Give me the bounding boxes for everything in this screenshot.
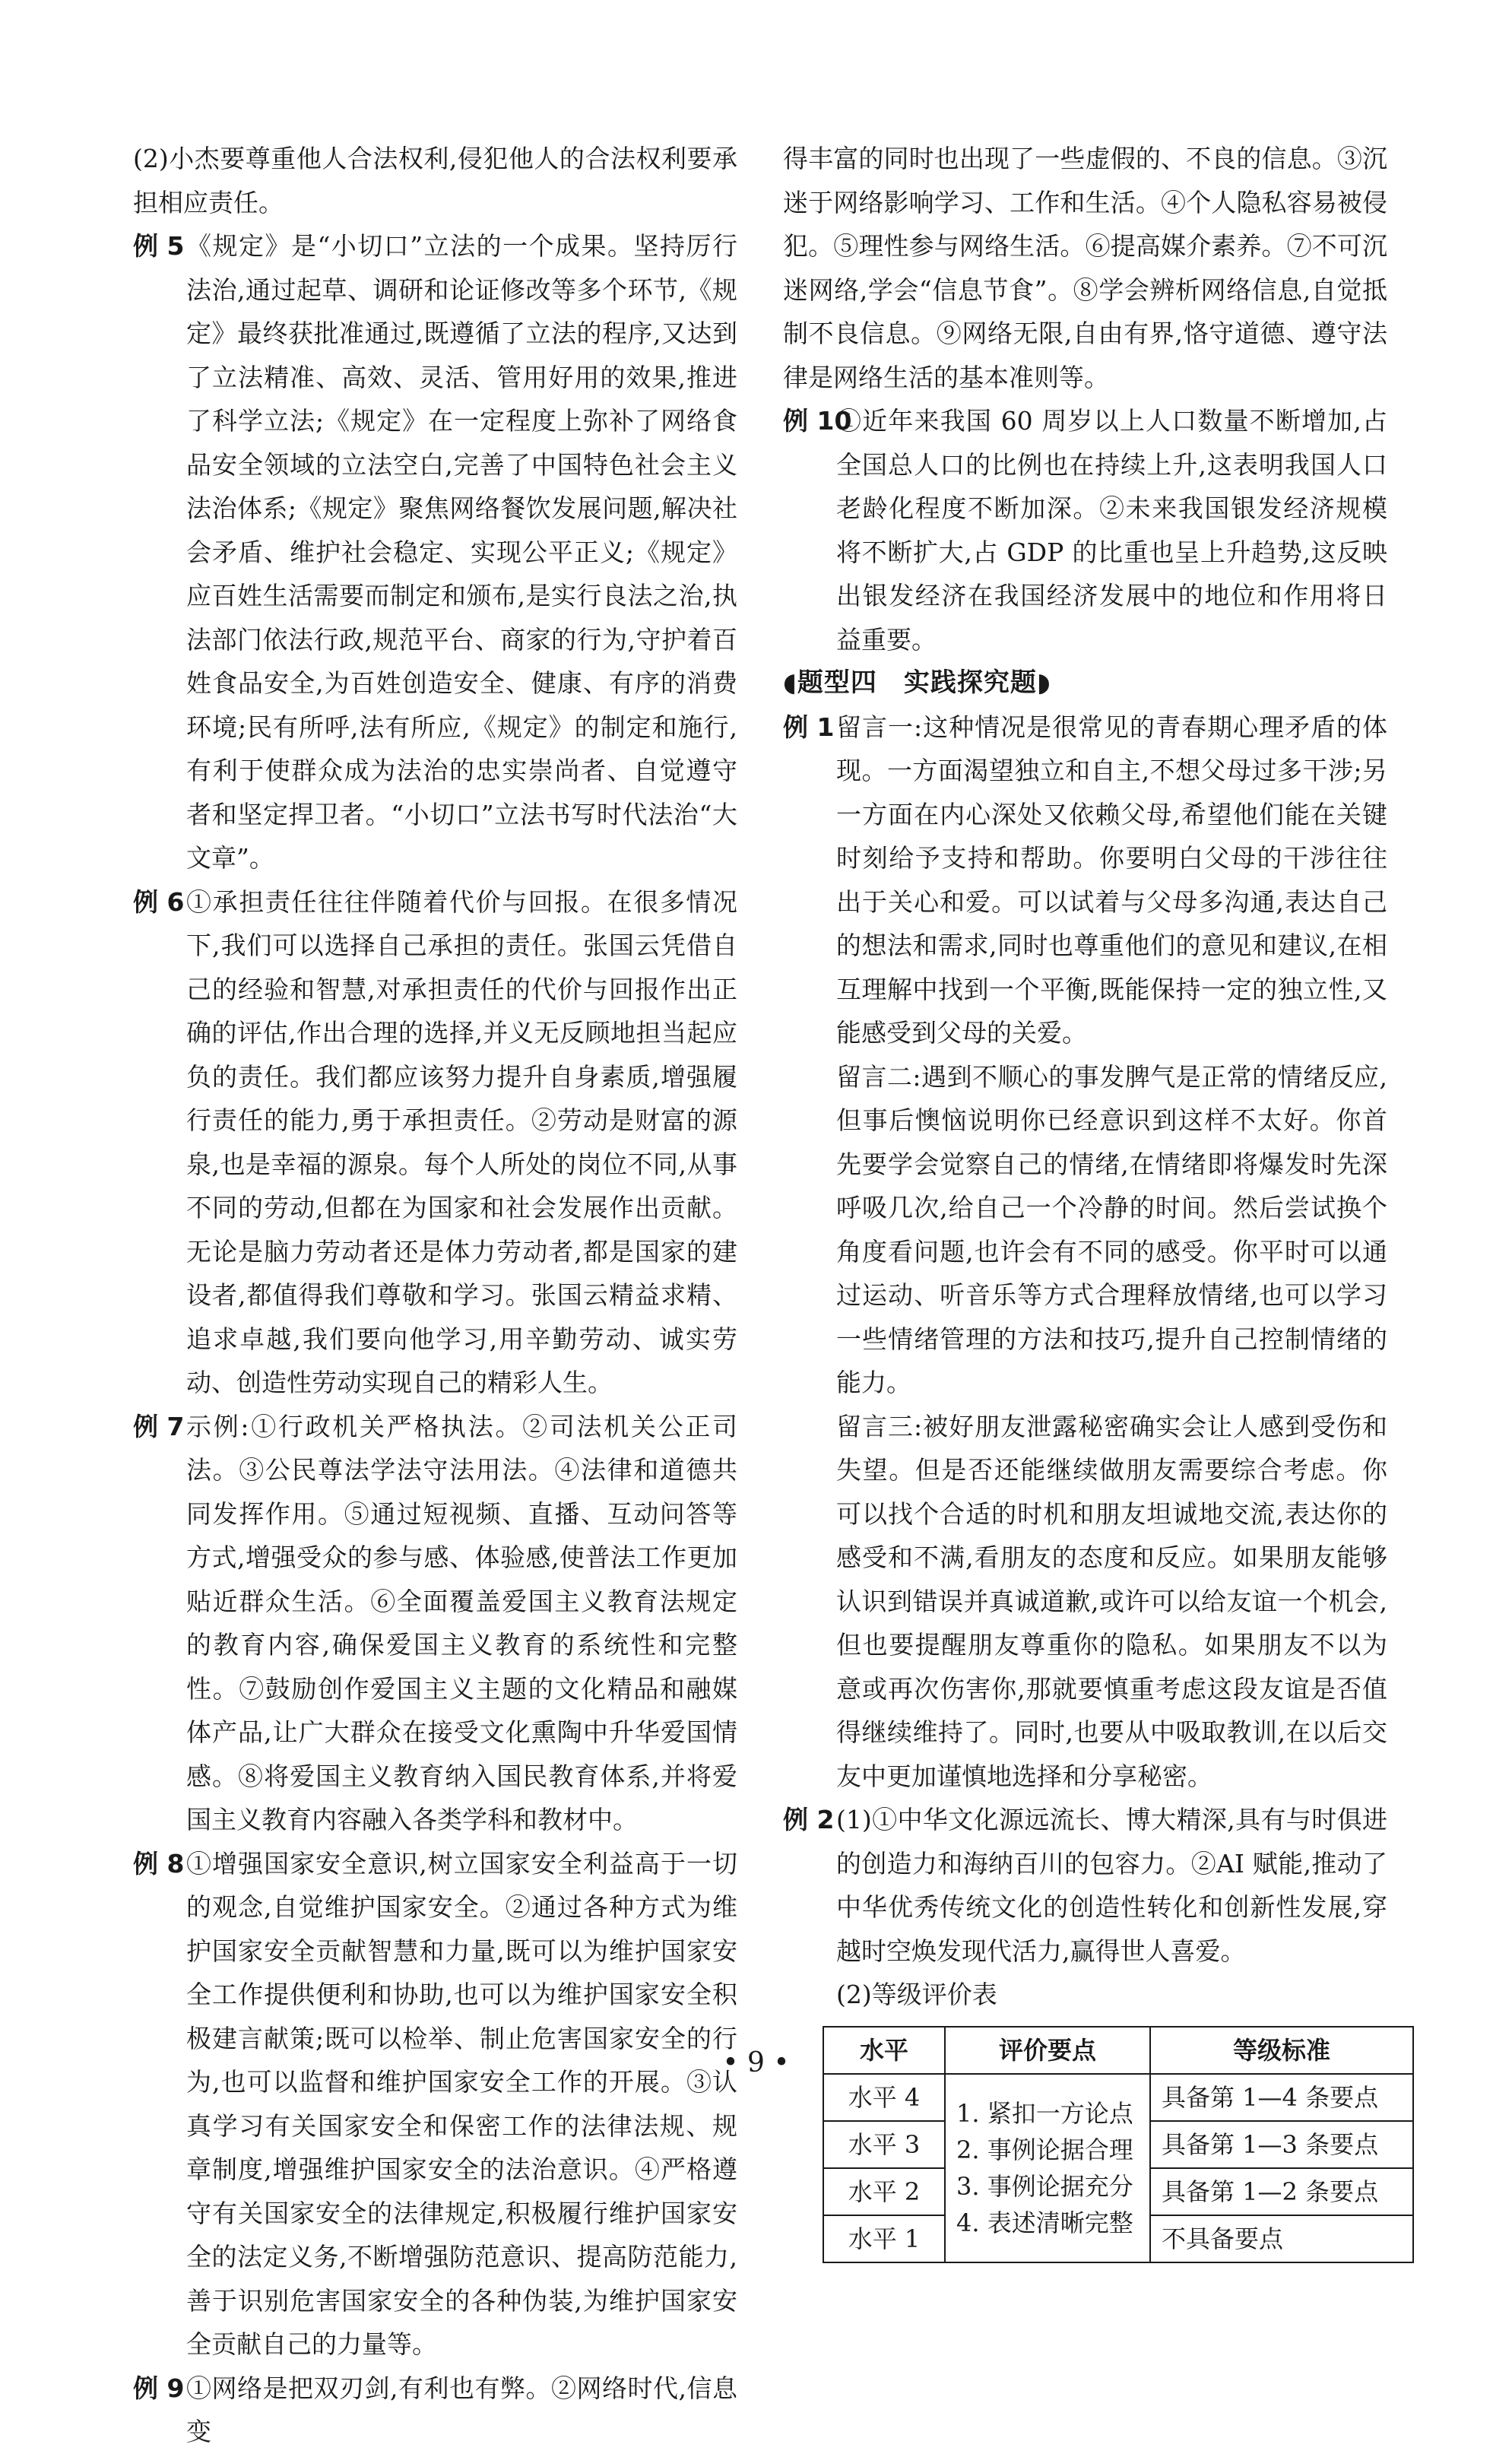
- message-three: 留言三:被好朋友泄露秘密确实会让人感到受伤和失望。但是否还能继续做朋友需要综合考虑。你可以找个合适的时机和朋友坦诚地交流,表达你的感受和不满,看朋友的态度和反应。如果朋友能够认识到错误并真诚道歉,或许可以给友谊一个机会,但也要提醒朋友尊重你的隐私。如果朋友不以为意或再次伤害你,那就要慎重考虑这段友谊是否值得继续维持了。同时,也要从中吸取教训,在以后交友中更加谨慎地选择和分享秘密。: [836, 1411, 1387, 1791]
- standard-cell: 具备第 1—4 条要点: [1150, 2074, 1413, 2121]
- level-cell: 水平 4: [823, 2074, 945, 2121]
- standard-cell: 不具备要点: [1150, 2215, 1413, 2262]
- example-5: [133, 224, 737, 880]
- right-column: [783, 137, 1387, 2263]
- level-cell: 水平 2: [823, 2168, 945, 2215]
- standard-cell: 具备第 1—3 条要点: [1150, 2121, 1413, 2168]
- example-10: [783, 399, 1387, 661]
- level-cell: 水平 1: [823, 2215, 945, 2262]
- example-text: ①近年来我国 60 周岁以上人口数量不断增加,占全国总人口的比例也在持续上升,这表明我国人口老龄化程度不断加深。②未来我国银发经济规模将不断扩大,占 GDP 的比重也呈上升趋势,这反映出银发经济在我国经济发展中的地位和作用将日益重要。: [836, 406, 1387, 655]
- example-text: 留言一:这种情况是很常见的青春期心理矛盾的体现。一方面渴望独立和自主,不想父母过多干涉;另一方面在内心深处又依赖父母,希望他们能在关键时刻给予支持和帮助。你要明白父母的干涉往往出于关心和爱。可以试着与父母多沟通,表达自己的想法和需求,同时也尊重他们的意见和建议,在相互理解中找到一个平衡,既能保持一定的独立性,又能感受到父母的关爱。: [836, 712, 1387, 1048]
- example-label: 例 2: [783, 1805, 835, 1834]
- table-header: 等级标准: [1150, 2027, 1413, 2074]
- example-label: 例 10: [783, 406, 852, 436]
- level-cell: 水平 3: [823, 2121, 945, 2168]
- example-label: 例 9: [133, 2373, 185, 2403]
- page-number: • 9 •: [722, 2047, 790, 2078]
- example-9: [133, 2367, 737, 2454]
- evaluation-point: 1. 紧扣一方论点: [956, 2098, 1133, 2128]
- example-text: 示例:①行政机关严格执法。②司法机关公正司法。③公民尊法学法守法用法。④法律和道德共同发挥作用。⑤通过短视频、直播、互动问答等方式,增强受众的参与感、体验感,使普法工作更加贴近群众生活。⑥全面覆盖爱国主义教育法规定的教育内容,确保爱国主义教育的系统性和完整性。⑦鼓励创作爱国主义主题的文化精品和融媒体产品,让广大群众在接受文化熏陶中升华爱国情感。⑧将爱国主义教育纳入国民教育体系,并将爱国主义教育内容融入各类学科和教材中。: [186, 1411, 737, 1834]
- example-label: 例 7: [133, 1411, 185, 1441]
- example-text: ①承担责任往往伴随着代价与回报。在很多情况下,我们可以选择自己承担的责任。张国云凭借自己的经验和智慧,对承担责任的代价与回报作出正确的评估,作出合理的选择,并义无反顾地担当起应负的责任。我们都应该努力提升自身素质,增强履行责任的能力,勇于承担责任。②劳动是财富的源泉,也是幸福的源泉。每个人所处的岗位不同,从事不同的劳动,但都在为国家和社会发展作出贡献。无论是脑力劳动者还是体力劳动者,都是国家的建设者,都值得我们尊敬和学习。张国云精益求精、追求卓越,我们要向他学习,用辛勤劳动、诚实劳动、创造性劳动实现自己的精彩人生。: [186, 886, 737, 1397]
- standard-cell: 具备第 1—2 条要点: [1150, 2168, 1413, 2215]
- example-6: [133, 880, 737, 1405]
- section-title: ◖题型四 实践探究题◗: [783, 667, 1051, 698]
- example-text: (1)①中华文化源远流长、博大精深,具有与时俱进的创造力和海纳百川的包容力。②AI 赋能,推动了中华优秀传统文化的创造性转化和创新性发展,穿越时空焕发现代活力,赢得世人喜爱。: [836, 1805, 1387, 1966]
- example-label: 例 1: [783, 712, 835, 742]
- table-caption: (2)等级评价表: [836, 1980, 997, 2009]
- evaluation-point: 2. 事例论据合理: [956, 2135, 1133, 2164]
- example-text: ①网络是把双刃剑,有利也有弊。②网络时代,信息变: [186, 2373, 737, 2446]
- example-9-continuation: [783, 137, 1387, 399]
- practice-example-2: [783, 1798, 1387, 1973]
- left-column: [133, 137, 737, 2454]
- example-label: 例 8: [133, 1848, 185, 1879]
- example-8: [133, 1842, 737, 2367]
- example-label: 例 6: [133, 886, 185, 917]
- practice-example-1: [783, 705, 1387, 1055]
- example-text: 《规定》是“小切口”立法的一个成果。坚持厉行法治,通过起草、调研和论证修改等多个环节,《规定》最终获批准通过,既遵循了立法的程序,又达到了立法精准、高效、灵活、管用好用的效果,推进了科学立法;《规定》在一定程度上弥补了网络食品安全领域的立法空白,完善了中国特色社会主义法治体系;《规定》聚焦网络餐饮发展问题,解决社会矛盾、维护社会稳定、实现公平正义;《规定》应百姓生活需要而制定和颁布,是实行良法之治,执法部门依法行政,规范平台、商家的行为,守护着百姓食品安全,为百姓创造安全、健康、有序的消费环境;民有所呼,法有所应,《规定》的制定和施行,有利于使群众成为法治的忠实崇尚者、自觉遵守者和坚定捍卫者。“小切口”立法书写时代法治“大文章”。: [186, 231, 737, 873]
- message-two: 留言二:遇到不顺心的事发脾气是正常的情绪反应,但事后懊恼说明你已经意识到这样不太好。你首先要学会觉察自己的情绪,在情绪即将爆发时先深呼吸几次,给自己一个冷静的时间。然后尝试换个角度看问题,也许会有不同的感受。你平时可以通过运动、听音乐等方式合理释放情绪,也可以学习一些情绪管理的方法和技巧,提升自己控制情绪的能力。: [836, 1061, 1387, 1397]
- example-7: [133, 1405, 737, 1842]
- table-row: [823, 2074, 1413, 2121]
- example-text: ①增强国家安全意识,树立国家安全利益高于一切的观念,自觉维护国家安全。②通过各种方式为维护国家安全贡献智慧和力量,既可以为维护国家安全工作提供便利和协助,也可以为维护国家安全积极建言献策;既可以检举、制止危害国家安全的行为,也可以监督和维护国家安全工作的开展。③认真学习有关国家安全和保密工作的法律法规、规章制度,增强维护国家安全的法治意识。④严格遵守有关国家安全的法律规定,积极履行维护国家安全的法定义务,不断增强防范意识、提高防范能力,善于识别危害国家安全的各种伪装,为维护国家安全贡献自己的力量等。: [186, 1848, 737, 2359]
- example-label: 例 5: [133, 231, 185, 261]
- evaluation-points-cell: [945, 2074, 1150, 2262]
- table-header: 水平: [823, 2027, 945, 2074]
- answer-text: (2)小杰要尊重他人合法权利,侵犯他人的合法权利要承担相应责任。: [133, 144, 737, 217]
- example-text: 得丰富的同时也出现了一些虚假的、不良的信息。③沉迷于网络影响学习、工作和生活。④个人隐私容易被侵犯。⑤理性参与网络生活。⑥提高媒介素养。⑦不可沉迷网络,学会“信息节食”。⑧学会辨析网络信息,自觉抵制不良信息。⑨网络无限,自由有界,恪守道德、遵守法律是网络生活的基本准则等。: [783, 144, 1387, 392]
- evaluation-point: 3. 事例论据充分: [956, 2171, 1133, 2201]
- evaluation-point: 4. 表述清晰完整: [956, 2208, 1133, 2237]
- answer-continuation: [133, 137, 737, 224]
- table-header: 评价要点: [945, 2027, 1150, 2074]
